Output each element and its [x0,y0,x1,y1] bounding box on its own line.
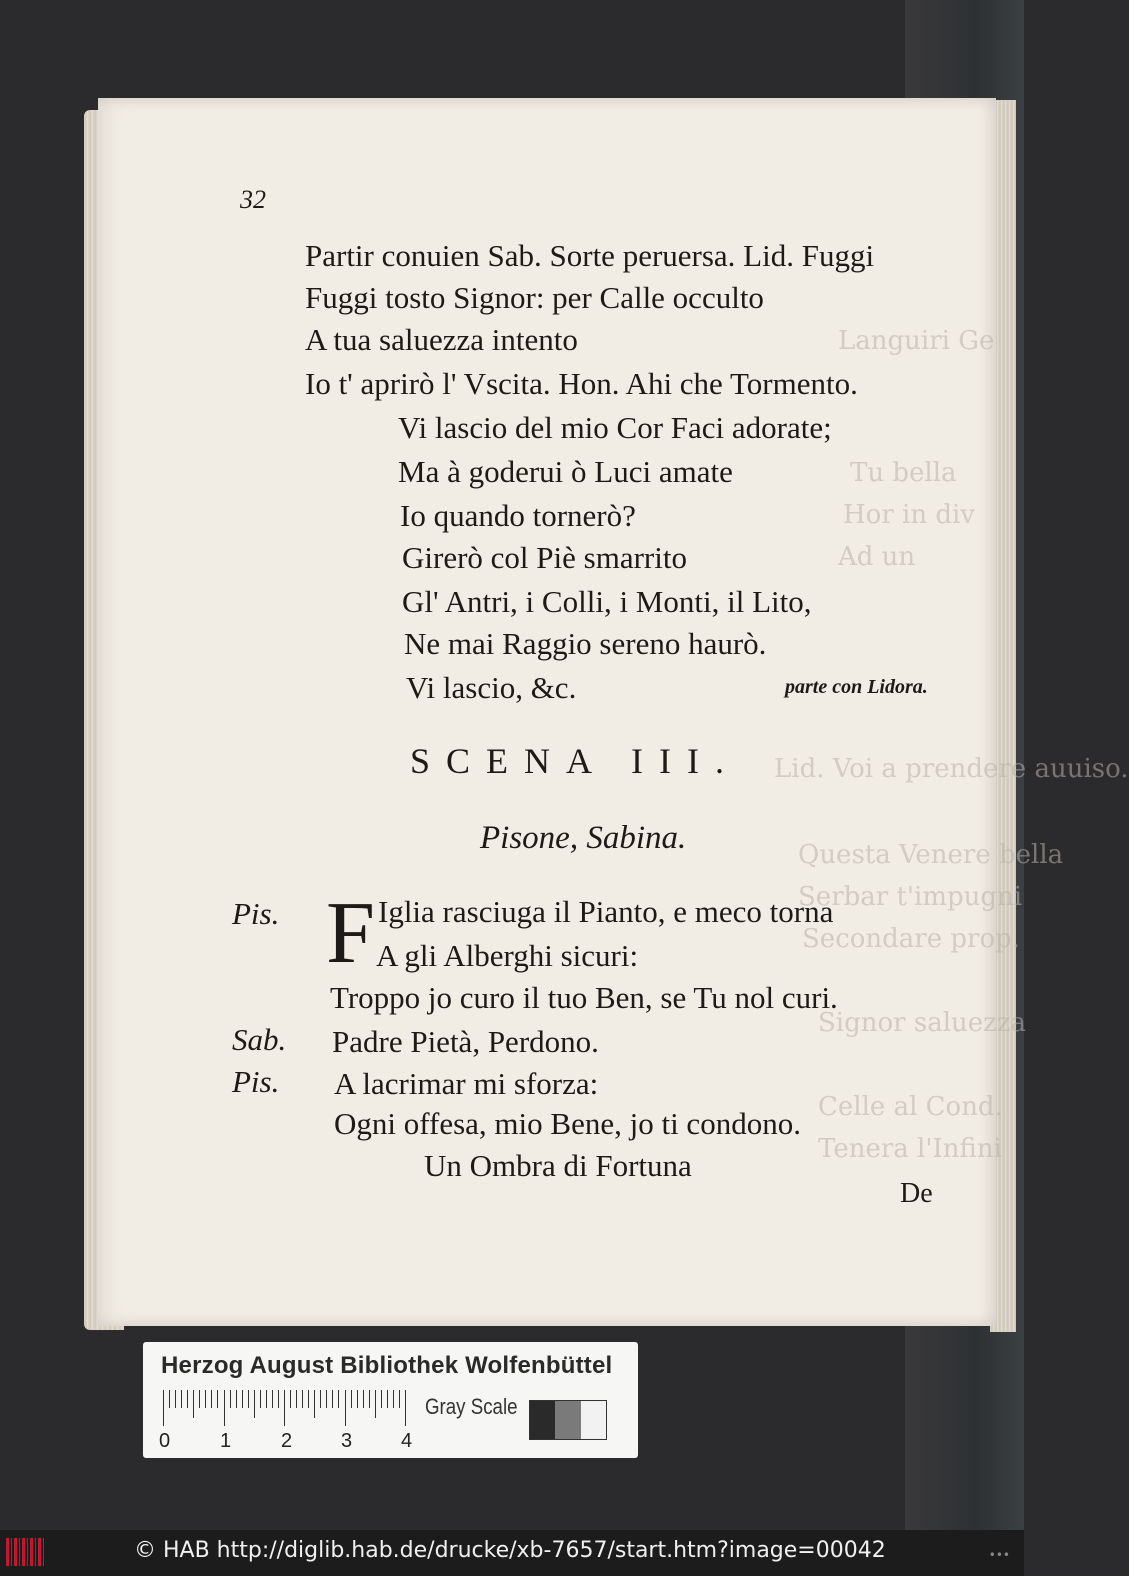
speaker-label: Pis. [232,1064,280,1099]
bleed-through-text: Signor saluezza [818,1008,1027,1038]
bleed-through-text: Ad un [838,542,916,572]
ruler-tick [351,1390,352,1408]
bleed-through-text: Serbar t'impugni [798,882,1023,912]
ruler-tick [320,1390,321,1408]
ruler-tick [308,1390,309,1408]
ruler-tick [296,1390,297,1408]
ruler-tick [284,1390,285,1426]
bleed-through-text: Secondare prop. [802,924,1021,954]
bleed-through-text: Tenera l'Infini [818,1134,1002,1164]
ruler-tick [224,1390,225,1426]
verse-line: Io t' aprirò l' Vscita. Hon. Ahi che Tormento. [305,366,858,401]
dialogue-line: Iglia rasciuga il Pianto, e meco torna [378,894,834,929]
ruler-tick [230,1390,231,1408]
verse-line: Gl' Antri, i Colli, i Monti, il Lito, [402,584,812,619]
ruler-number: 1 [220,1430,232,1452]
gray-swatch [530,1401,555,1439]
ruler-tick [357,1390,358,1408]
bleed-through-text: Lid. Voi a prendere auuiso. [774,754,1129,784]
ruler-tick [272,1390,273,1408]
ruler-tick [387,1390,388,1408]
dialogue-line: Padre Pietà, Perdono. [332,1024,599,1059]
ruler-tick [181,1390,182,1408]
copyright-url: © HAB http://diglib.hab.de/drucke/xb-7657/start.htm?image=00042 [134,1538,886,1563]
bleed-through-text: Hor in div [843,500,975,530]
gray-swatch [581,1401,606,1439]
ruler-tick [260,1390,261,1408]
gray-scale-label: Gray Scale [425,1394,518,1419]
ruler-tick [236,1390,237,1408]
verse-line: Ne mai Raggio sereno haurò. [404,626,767,661]
footer-bar [0,1530,1024,1576]
verse-line: Vi lascio, &c. [406,670,577,705]
ruler-tick [248,1390,249,1408]
verse-line: Io quando tornerò? [400,498,636,533]
ruler-tick [211,1390,212,1408]
bleed-through-text: Tu bella [850,458,957,488]
verse-line: A tua saluezza intento [305,322,578,357]
ruler-tick [399,1390,400,1408]
scene-characters: Pisone, Sabina. [480,820,687,856]
bleed-through-text: Questa Venere bella [798,840,1064,870]
ruler-number: 4 [401,1430,413,1452]
dialogue-line: A lacrimar mi sforza: [334,1066,599,1101]
ruler-tick [363,1390,364,1408]
more-icon: ••• [988,1548,1010,1562]
page-number: 32 [240,185,266,214]
verse-line: Ma à goderui ò Luci amate [398,454,733,489]
dialogue-line: A gli Alberghi sicuri: [376,938,639,973]
ruler-tick [332,1390,333,1408]
ruler-tick [199,1390,200,1408]
speaker-label: Pis. [232,896,280,931]
hab-logo-icon [6,1538,46,1566]
bleed-through-text: Languiri Ge [838,326,995,356]
ruler-tick [266,1390,267,1408]
ruler-tick [314,1390,315,1418]
ruler-tick [242,1390,243,1408]
ruler-tick [369,1390,370,1408]
verse-line: Girerò col Piè smarrito [402,540,687,575]
ruler-tick [205,1390,206,1408]
gray-scale-swatches [529,1400,607,1440]
library-title: Herzog August Bibliothek Wolfenbüttel [161,1352,613,1379]
dialogue-line: Un Ombra di Fortuna [424,1148,692,1183]
ruler-tick [393,1390,394,1408]
dialogue-line: Troppo jo curo il tuo Ben, se Tu nol curi. [330,980,838,1015]
ruler-tick [169,1390,170,1408]
scene-title: SCENA III. [410,741,740,781]
ruler-tick [187,1390,188,1408]
ruler-tick [338,1390,339,1408]
ruler-tick [345,1390,346,1426]
dialogue-line: Ogni offesa, mio Bene, jo ti condono. [334,1106,801,1141]
ruler-number: 0 [159,1430,171,1452]
ruler-tick [175,1390,176,1408]
ruler-tick [375,1390,376,1418]
verse-line: Fuggi tosto Signor: per Calle occulto [305,280,764,315]
verse-line: Partir conuien Sab. Sorte peruersa. Lid. Fuggi [305,238,875,273]
drop-capital: F [326,885,375,982]
ruler-tick [254,1390,255,1418]
speaker-label: Sab. [232,1022,287,1057]
ruler-tick [381,1390,382,1408]
ruler-tick [217,1390,218,1408]
ruler-tick [302,1390,303,1408]
verse-line: Vi lascio del mio Cor Faci adorate; [398,410,832,445]
ruler-tick [326,1390,327,1408]
bleed-through-text: Celle al Cond. [818,1092,1003,1122]
ruler-tick [405,1390,406,1426]
ruler-tick [278,1390,279,1408]
catchword: De [900,1178,933,1209]
ruler-tick [193,1390,194,1418]
ruler-number: 2 [281,1430,293,1452]
gray-swatch [555,1401,580,1439]
ruler-tick [163,1390,164,1426]
ruler-tick [290,1390,291,1408]
scale-ruler-card [143,1342,638,1458]
stage-direction: parte con Lidora. [785,676,928,698]
ruler-number: 3 [341,1430,353,1452]
